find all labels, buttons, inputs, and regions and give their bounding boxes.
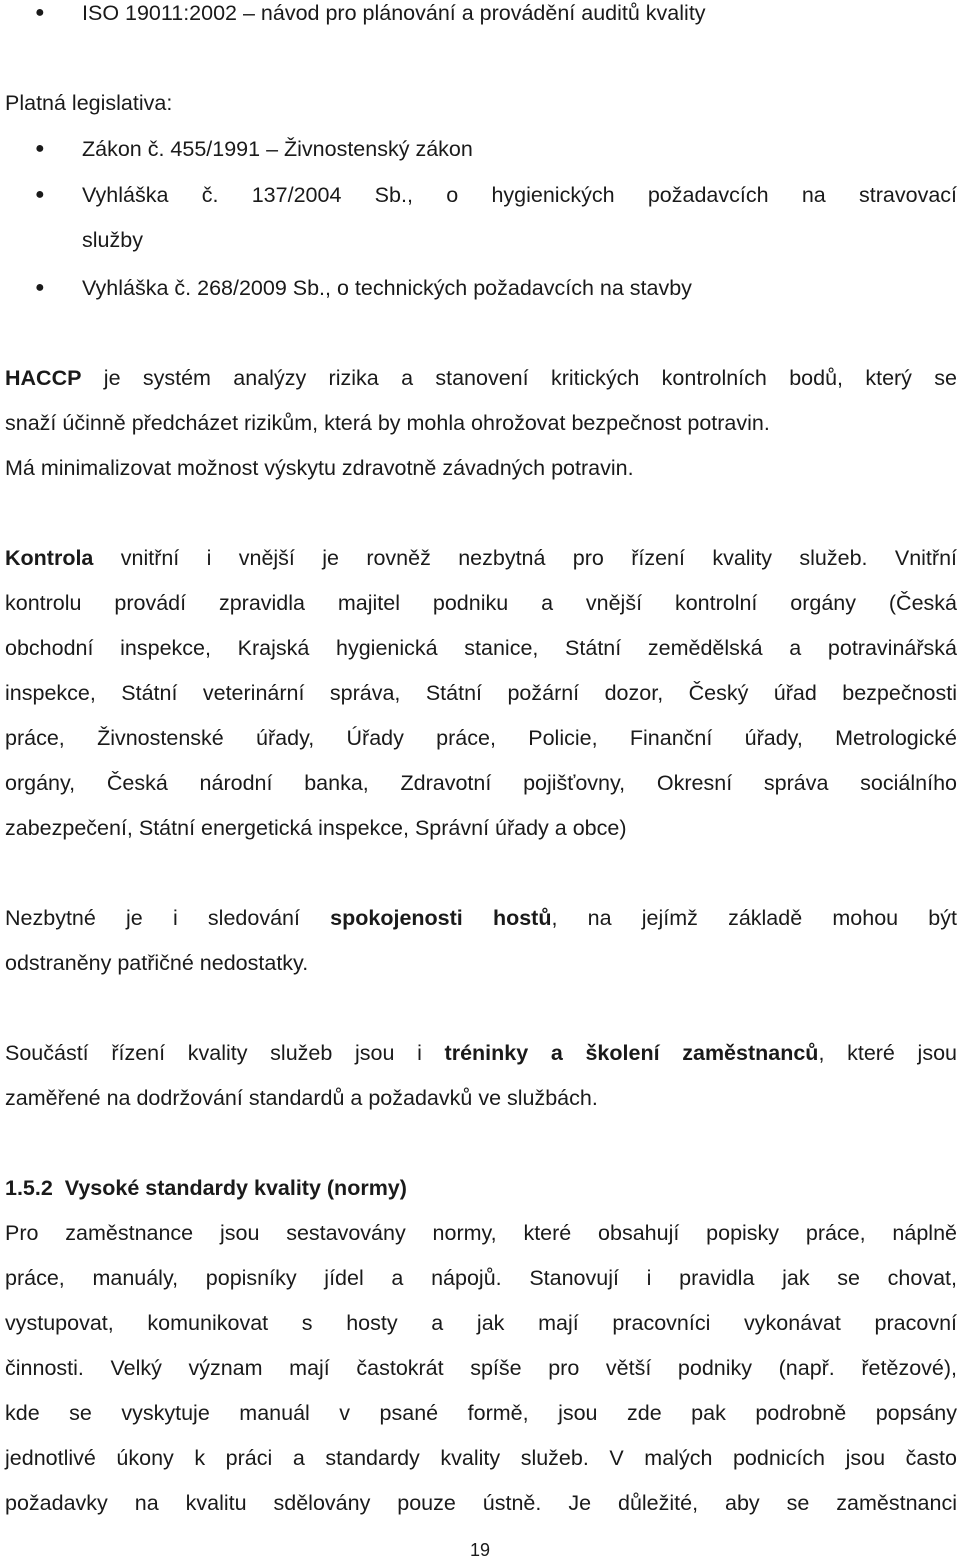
bullet-icon: ● <box>35 4 45 21</box>
legislation-heading: Platná legislativa: <box>5 91 173 115</box>
iso-list-item: ISO 19011:2002 – návod pro plánování a provádění auditů kvality <box>82 1 706 25</box>
training-paragraph-line-1: Součástí řízení kvality služeb jsou i tréninky a školení zaměstnanců, které jsou <box>5 1041 958 1065</box>
guests-paragraph-line-2: odstraněny patřičné nedostatky. <box>5 951 309 975</box>
kontrola-paragraph-line-4: inspekce, Státní veterinární správa, Státní požární dozor, Český úřad bezpečnosti <box>5 681 957 705</box>
kontrola-paragraph-line-5: práce, Živnostenské úřady, Úřady práce, Policie, Finanční úřady, Metrologické <box>5 726 957 750</box>
haccp-term: HACCP <box>5 366 82 390</box>
legislation-item-3: Vyhláška č. 268/2009 Sb., o technických požadavcích na stavby <box>82 276 692 300</box>
page-number: 19 <box>469 1540 491 1560</box>
training-paragraph-line-2: zaměřené na dodržování standardů a požadavků ve službách. <box>5 1086 598 1110</box>
kontrola-paragraph-line-6: orgány, Česká národní banka, Zdravotní pojišťovny, Okresní správa sociálního <box>5 771 957 795</box>
section-paragraph-line-2: práce, manuály, popisníky jídel a nápojů. Stanovují i pravidla jak se chovat, <box>5 1266 957 1290</box>
haccp-paragraph-line-3: Má minimalizovat možnost výskytu zdravotně závadných potravin. <box>5 456 634 480</box>
section-paragraph-line-6: jednotlivé úkony k práci a standardy kvality služeb. V malých podnicích jsou často <box>5 1446 957 1470</box>
guests-paragraph-line-1: Nezbytné je i sledování spokojenosti hostů, na jejímž základě mohou být <box>5 906 957 930</box>
section-number: 1.5.2 <box>5 1176 53 1200</box>
guest-satisfaction-term: spokojenosti hostů <box>330 906 552 930</box>
haccp-paragraph-line-2: snaží účinně předcházet rizikům, která by mohla ohrožovat bezpečnost potravin. <box>5 411 770 435</box>
section-paragraph-line-4: činnosti. Velký význam mají častokrát spíše pro větší podniky (např. řetězové), <box>5 1356 957 1380</box>
kontrola-term: Kontrola <box>5 546 94 570</box>
section-title: Vysoké standardy kvality (normy) <box>64 1176 407 1200</box>
bullet-icon: ● <box>35 186 45 203</box>
kontrola-paragraph-line-3: obchodní inspekce, Krajská hygienická stanice, Státní zemědělská a potravinářská <box>5 636 957 660</box>
kontrola-paragraph-line-7: zabezpečení, Státní energetická inspekce, Správní úřady a obce) <box>5 816 627 840</box>
legislation-item-1: Zákon č. 455/1991 – Živnostenský zákon <box>82 137 473 161</box>
bullet-icon: ● <box>35 140 45 157</box>
kontrola-paragraph-line-1: Kontrola vnitřní i vnější je rovněž nezbytná pro řízení kvality služeb. Vnitřní <box>5 546 957 570</box>
legislation-item-2-line-1: Vyhláška č. 137/2004 Sb., o hygienických požadavcích na stravovací <box>82 183 957 207</box>
section-paragraph-line-1: Pro zaměstnance jsou sestavovány normy, které obsahují popisky práce, náplně <box>5 1221 957 1245</box>
section-paragraph-line-7: požadavky na kvalitu sdělovány pouze ústně. Je důležité, aby se zaměstnanci <box>5 1491 957 1515</box>
kontrola-paragraph-line-2: kontrolu provádí zpravidla majitel podniku a vnější kontrolní orgány (Česká <box>5 591 957 615</box>
section-heading <box>5 1174 407 1202</box>
section-paragraph-line-3: vystupovat, komunikovat s hosty a jak mají pracovníci vykonávat pracovní <box>5 1311 957 1335</box>
training-term: tréninky a školení zaměstnanců <box>444 1041 819 1065</box>
legislation-item-2-line-2: služby <box>82 228 143 252</box>
bullet-icon: ● <box>35 279 45 296</box>
haccp-paragraph-line-1: HACCP je systém analýzy rizika a stanovení kritických kontrolních bodů, který se <box>5 366 957 390</box>
section-paragraph-line-5: kde se vyskytuje manuál v psané formě, jsou zde pak podrobně popsány <box>5 1401 957 1425</box>
